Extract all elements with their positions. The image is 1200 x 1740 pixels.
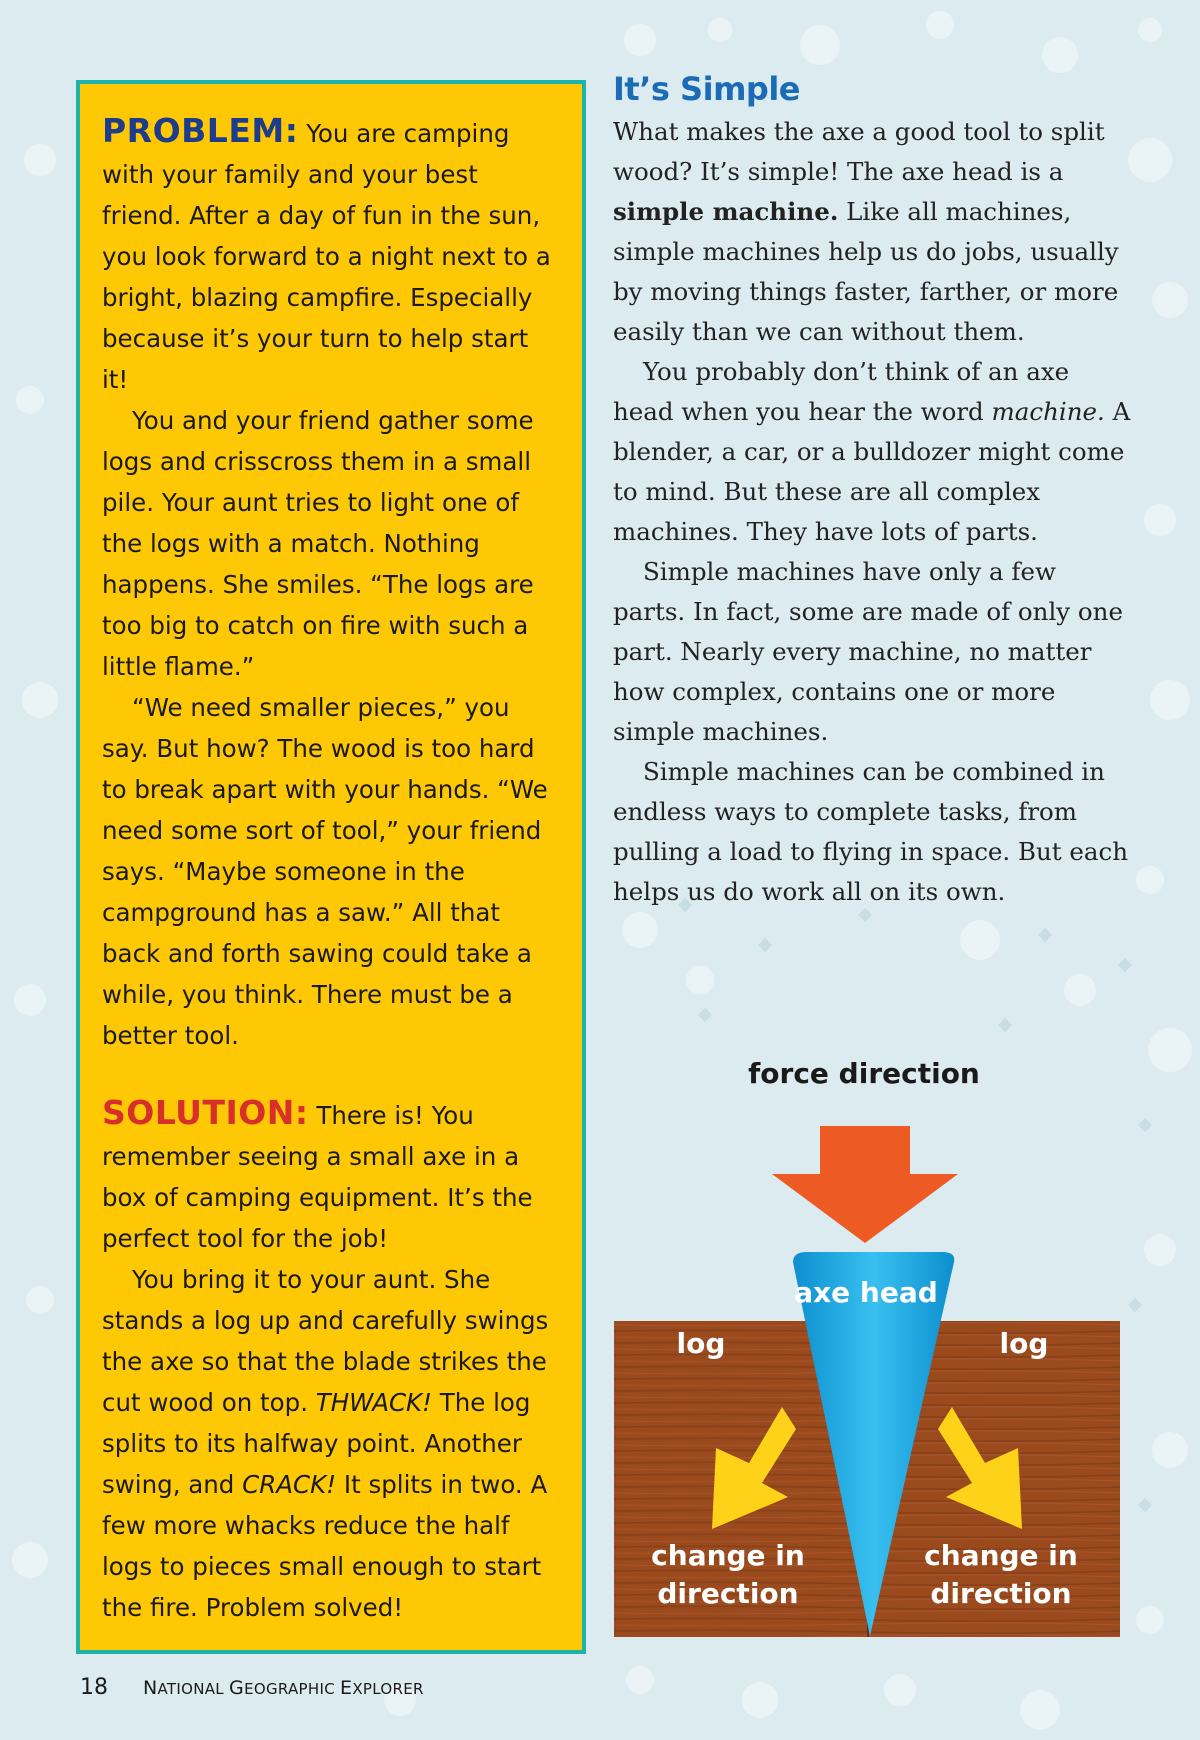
article-title: It’s Simple [613, 70, 800, 108]
change-label-left-2: direction [657, 1577, 799, 1610]
change-label-right-2: direction [930, 1577, 1072, 1610]
article-p1-text-b: Like all machines, simple machines help us do jobs, usually by moving things faster, farther, or more easily than we can without them. [613, 197, 1119, 346]
article-paragraph-3: Simple machines have only a few parts. In fact, some are made of only one part. Nearly every machine, no matter how complex, contains one or more simple machines. [613, 557, 1123, 746]
article-paragraph-4: Simple machines can be combined in endless ways to complete tasks, from pulling a load to flying in space. But each helps us do work all on its own. [613, 757, 1129, 906]
problem-text-1: You are camping with your family and your best friend. After a day of fun in the sun, you look forward to a night next to a bright, blazing campfire. Especially because it’s your turn to help start it! [102, 119, 551, 394]
change-label-left-1: change in [651, 1539, 805, 1572]
axe-diagram-svg [612, 1040, 1124, 1640]
article-p2-text-a: You probably don’t think of an axe head when you hear the word [613, 357, 1070, 426]
solution-text-2b: The log splits to its halfway point. Another swing, and [102, 1388, 531, 1499]
log-label-left: log [676, 1327, 726, 1360]
simple-machine-term: simple machine. [613, 197, 839, 226]
problem-paragraph-2: You and your friend gather some logs and crisscross them in a small pile. Your aunt tries to light one of the logs with a match. Nothing happens. She smiles. “The logs are too big to catch on fire with such a little flame.” [102, 406, 534, 681]
problem-paragraph-1 [102, 110, 562, 400]
pub-eographic: EOGRAPHIC [244, 1680, 335, 1698]
solution-text-2c: It splits in two. A few more whacks reduce the half logs to pieces small enough to start the fire. Problem solved! [102, 1470, 548, 1622]
solution-paragraph-1 [102, 1092, 562, 1259]
solution-block [102, 1092, 562, 1628]
solution-paragraph-2 [102, 1259, 562, 1628]
page-footer [80, 1675, 424, 1700]
solution-text-2a: You bring it to your aunt. She stands a log up and carefully swings the axe so that the blade strikes the cut wood on top. [102, 1265, 549, 1417]
page-number: 18 [80, 1675, 108, 1700]
crack-text: CRACK! [242, 1470, 337, 1499]
thwack-text: THWACK! [315, 1388, 432, 1417]
problem-heading: PROBLEM: [102, 111, 299, 150]
story-box [76, 80, 586, 1654]
pub-ational: ATIONAL [157, 1680, 224, 1698]
article-paragraph-2 [613, 352, 1133, 552]
solution-heading: SOLUTION: [102, 1093, 309, 1132]
pub-cap-n: N [143, 1677, 158, 1699]
machine-term: machine. [991, 397, 1105, 426]
article-p1-text-a: What makes the axe a good tool to split wood? It’s simple! The axe head is a [613, 117, 1105, 186]
article-p2-text-b: A blender, a car, or a bulldozer might come to mind. But these are all complex machines. They have lots of parts. [613, 397, 1131, 546]
article [613, 70, 1133, 912]
pub-xplorer: XPLORER [352, 1680, 424, 1698]
solution-text-1: There is! You remember seeing a small axe in a box of camping equipment. It’s the perfect tool for the job! [102, 1101, 533, 1253]
article-paragraph-1 [613, 112, 1133, 352]
pub-cap-e: E [340, 1677, 353, 1699]
force-direction-label: force direction [748, 1057, 980, 1090]
problem-paragraph-3: “We need smaller pieces,” you say. But how? The wood is too hard to break apart with your hands. “We need some sort of tool,” your friend says. “Maybe someone in the campground has a saw.” All that back and forth sawing could take a while, you think. There must be a better tool. [102, 693, 548, 1050]
publication-name [143, 1677, 424, 1699]
log-label-right: log [999, 1327, 1049, 1360]
change-label-right-1: change in [924, 1539, 1078, 1572]
axe-diagram [612, 1040, 1124, 1640]
pub-cap-g: G [229, 1677, 245, 1699]
axe-head-label: axe head [794, 1276, 938, 1309]
force-arrow [772, 1126, 958, 1243]
